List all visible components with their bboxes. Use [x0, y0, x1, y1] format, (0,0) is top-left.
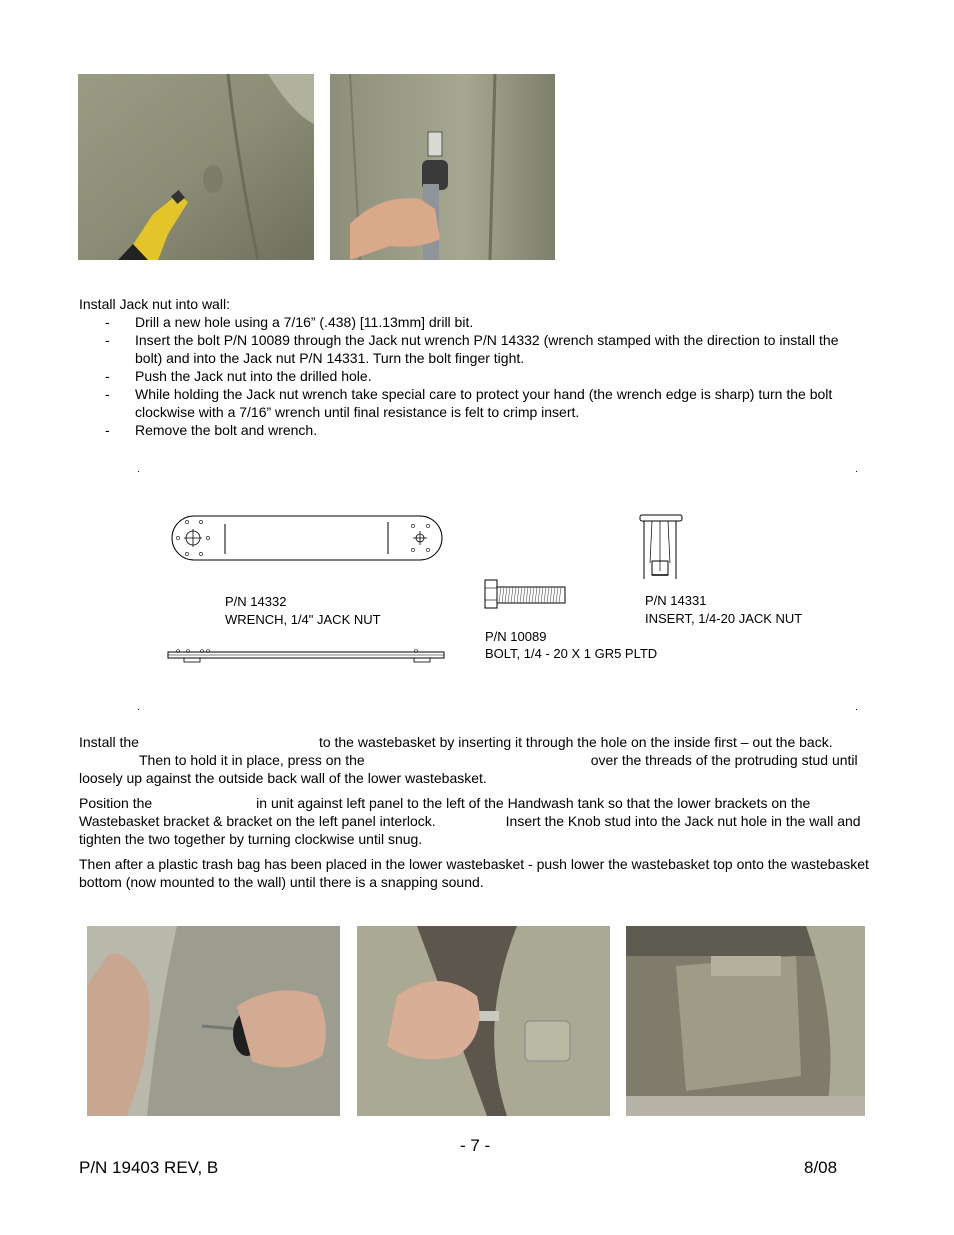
list-item: - While holding the Jack nut wrench take special care to protect your hand (the wrench edge is sharp) turn the bolt clockwise with a 7/16” wrench until final resistance is felt to crimp insert. — [105, 386, 833, 420]
list-item: - Push the Jack nut into the drilled hole. — [105, 368, 372, 384]
wrench-description: WRENCH, 1/4" JACK NUT — [225, 612, 381, 627]
intro-heading: Install Jack nut into wall: — [79, 296, 230, 312]
diagram-corner-mark — [138, 709, 139, 710]
photo-knob-insert — [87, 926, 340, 1116]
snap-top-paragraph: Then after a plastic trash bag has been placed in the lower wastebasket - push lower the wastebasket top onto the wastebasket bottom (now mounted to the wall) until there is a snapping sound. — [79, 856, 869, 890]
bolt-description: BOLT, 1/4 - 20 X 1 GR5 PLTD — [485, 646, 658, 661]
insert-part-number: P/N 14331 — [645, 593, 707, 608]
wrench-drawing — [166, 510, 448, 566]
photo-installed-wastebasket — [626, 926, 865, 1116]
photo-drilling-hole — [78, 74, 314, 260]
diagram-corner-mark — [856, 709, 857, 710]
photo-bracket-stud — [357, 926, 610, 1116]
document-part-number: P/N 19403 REV, B — [79, 1158, 219, 1177]
list-item: - Remove the bolt and wrench. — [105, 422, 318, 438]
insert-description: INSERT, 1/4-20 JACK NUT — [645, 611, 803, 626]
list-item: - Insert the bolt P/N 10089 through the Jack nut wrench P/N 14332 (wrench stamped with the direction to install the bolt) and into the Jack nut P/N 14331. Turn the bolt finger tight. — [105, 332, 839, 366]
list-item: - Drill a new hole using a 7/16” (.438) [11.13mm] drill bit. — [105, 314, 474, 330]
diagram-corner-mark — [856, 471, 857, 472]
jack-nut-insert-drawing — [638, 513, 684, 583]
wrench-part-number: P/N 14332 — [225, 594, 287, 609]
page-number: - 7 - — [460, 1136, 491, 1155]
install-knob-paragraph: Install the to the wastebasket by inserting it through the hole on the inside first – out the back.Then to hold it in place, press on the over the threads of the protruding stud until loosely up against the outside back wall of the lower wastebasket. — [79, 734, 858, 786]
document-date: 8/08 — [804, 1158, 838, 1177]
diagram-corner-mark — [138, 471, 139, 472]
bolt-drawing — [483, 578, 569, 610]
photo-holding-wrench — [330, 74, 555, 260]
install-steps-list — [105, 313, 865, 439]
wrench-side-drawing — [166, 646, 448, 664]
position-wastebasket-paragraph: Position the in unit against left panel to the left of the Handwash tank so that the lower brackets on the Wastebasket bracket & bracket on the left panel interlock. Insert the Knob stud into the Jack nut hole in the wall and tighten the two together by turning clockwise until snug. — [79, 795, 861, 847]
bolt-part-number: P/N 10089 — [485, 629, 547, 644]
